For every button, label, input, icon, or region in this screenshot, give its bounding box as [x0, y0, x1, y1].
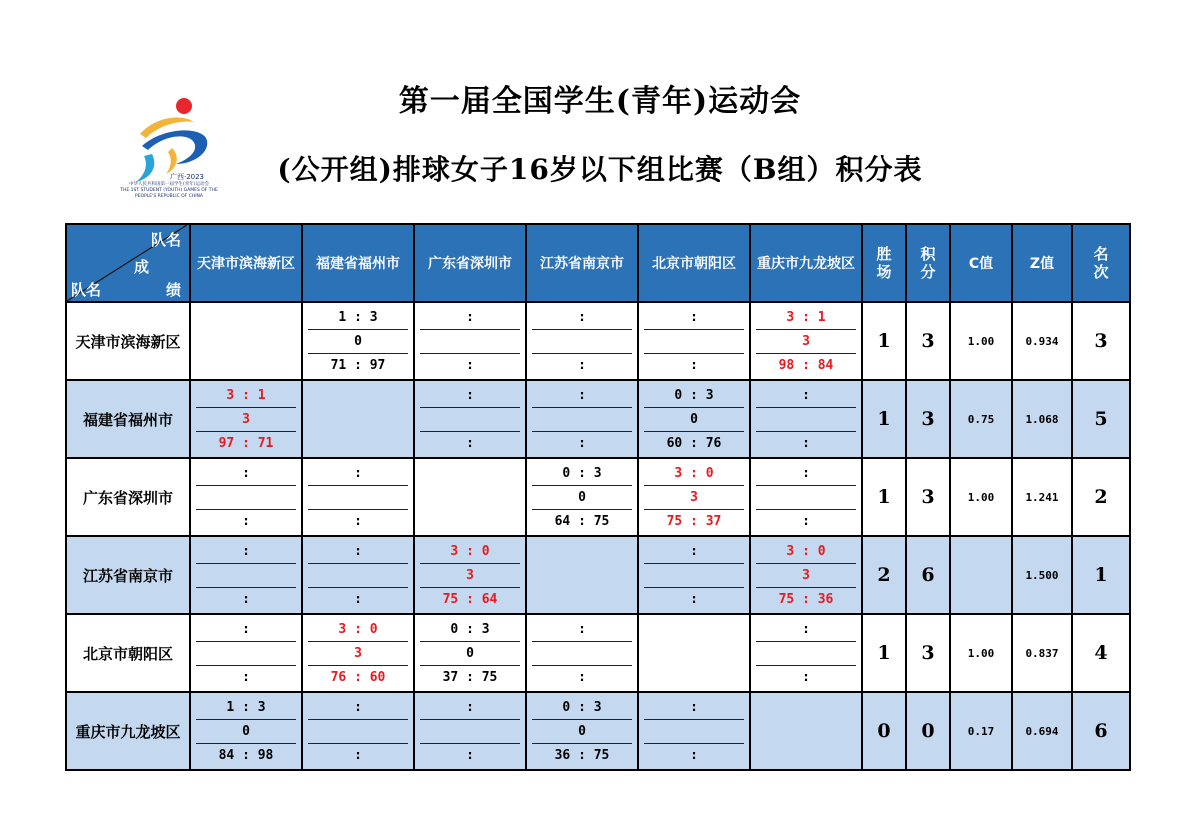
match-cell	[414, 302, 526, 380]
row-points: 3	[906, 302, 950, 380]
set-score: :	[532, 618, 632, 642]
match-result	[644, 540, 744, 611]
row-team-name: 北京市朝阳区	[66, 614, 190, 692]
row-wins: 1	[862, 302, 906, 380]
match-cell	[638, 692, 750, 770]
match-points	[196, 486, 296, 510]
match-cell	[638, 302, 750, 380]
match-points	[420, 720, 520, 744]
self-match-cell	[638, 614, 750, 692]
row-c-value: 0.75	[950, 380, 1012, 458]
col-wins-label: 胜场	[876, 245, 892, 281]
row-wins: 0	[862, 692, 906, 770]
row-points: 3	[906, 380, 950, 458]
set-score: 3 : 0	[644, 462, 744, 486]
rally-points: :	[802, 513, 810, 529]
row-c-value: 1.00	[950, 302, 1012, 380]
match-cell	[302, 536, 414, 614]
corner-team-bottom: 队名	[71, 281, 102, 299]
match-points: 3	[756, 330, 856, 354]
set-score: :	[420, 696, 520, 720]
col-points-label: 积分	[920, 245, 936, 281]
table-row	[66, 614, 1130, 692]
self-match-cell	[750, 692, 862, 770]
row-c-value: 0.17	[950, 692, 1012, 770]
match-cell	[414, 614, 526, 692]
match-result	[756, 618, 856, 689]
col-wins	[862, 224, 906, 302]
logo-org-en: THE 1ST STUDENT (YOUTH) GAMES OF THE PEOPLE'S REPUBLIC OF CHINA	[120, 188, 218, 199]
set-score: 3 : 0	[420, 540, 520, 564]
match-cell	[750, 302, 862, 380]
corner-team-top: 队名	[150, 231, 181, 249]
match-result	[532, 306, 632, 377]
set-score: 0 : 3	[420, 618, 520, 642]
rally-points: :	[690, 357, 698, 373]
row-z-value: 0.934	[1012, 302, 1072, 380]
match-cell	[526, 380, 638, 458]
match-cell	[302, 614, 414, 692]
set-score: 3 : 0	[756, 540, 856, 564]
set-score: :	[196, 618, 296, 642]
self-match-cell	[302, 380, 414, 458]
row-points: 0	[906, 692, 950, 770]
match-result	[308, 462, 408, 533]
rally-points: :	[466, 435, 474, 451]
row-c-value	[950, 536, 1012, 614]
self-match-cell	[414, 458, 526, 536]
rally-points: 75 : 37	[666, 513, 722, 529]
table-row	[66, 692, 1130, 770]
match-points	[308, 564, 408, 588]
row-rank: 4	[1072, 614, 1130, 692]
row-team-name: 福建省福州市	[66, 380, 190, 458]
col-rank-label: 名次	[1093, 245, 1109, 281]
match-result	[532, 618, 632, 689]
row-z-value: 0.837	[1012, 614, 1072, 692]
self-match-cell	[190, 302, 302, 380]
match-points: 3	[644, 486, 744, 510]
set-score: :	[196, 462, 296, 486]
match-points	[644, 330, 744, 354]
rally-points: :	[242, 669, 250, 685]
match-result	[644, 384, 744, 455]
row-points: 6	[906, 536, 950, 614]
match-points	[196, 642, 296, 666]
row-points: 3	[906, 614, 950, 692]
set-score: :	[308, 540, 408, 564]
match-points	[644, 564, 744, 588]
rally-points: :	[466, 747, 474, 763]
match-points	[756, 486, 856, 510]
match-points: 3	[308, 642, 408, 666]
match-points: 0	[644, 408, 744, 432]
match-cell	[750, 536, 862, 614]
row-rank: 5	[1072, 380, 1130, 458]
set-score: :	[756, 384, 856, 408]
set-score: 0 : 3	[532, 696, 632, 720]
corner-result-2: 绩	[165, 281, 181, 299]
match-points	[308, 486, 408, 510]
rally-points: 97 : 71	[218, 435, 274, 451]
match-points: 0	[532, 486, 632, 510]
page-title: 第一届全国学生(青年)运动会	[398, 84, 802, 119]
row-wins: 1	[862, 458, 906, 536]
match-cell	[414, 380, 526, 458]
match-cell	[414, 692, 526, 770]
row-wins: 1	[862, 614, 906, 692]
match-result	[532, 384, 632, 455]
set-score: :	[308, 696, 408, 720]
match-cell	[302, 692, 414, 770]
set-score: 3 : 1	[196, 384, 296, 408]
table-row	[66, 302, 1130, 380]
match-points	[196, 564, 296, 588]
rally-points: 60 : 76	[666, 435, 722, 451]
col-team-1: 福建省福州市	[302, 224, 414, 302]
col-team-3: 江苏省南京市	[526, 224, 638, 302]
set-score: :	[532, 384, 632, 408]
rally-points: :	[466, 357, 474, 373]
col-team-0: 天津市滨海新区	[190, 224, 302, 302]
set-score: :	[308, 462, 408, 486]
match-cell	[190, 458, 302, 536]
match-cell	[638, 458, 750, 536]
header-row	[66, 224, 1130, 302]
row-team-name: 天津市滨海新区	[66, 302, 190, 380]
match-points	[756, 408, 856, 432]
self-match-cell	[526, 536, 638, 614]
match-points	[532, 330, 632, 354]
set-score: :	[644, 306, 744, 330]
row-points: 3	[906, 458, 950, 536]
match-cell	[190, 536, 302, 614]
match-cell	[526, 458, 638, 536]
score-table	[65, 223, 1131, 771]
logo-caption	[112, 172, 226, 200]
match-result	[756, 540, 856, 611]
match-result	[644, 462, 744, 533]
match-points	[644, 720, 744, 744]
match-cell	[526, 614, 638, 692]
set-score: :	[756, 618, 856, 642]
match-result	[420, 618, 520, 689]
table-row	[66, 536, 1130, 614]
match-result	[644, 696, 744, 767]
match-result	[308, 540, 408, 611]
col-points	[906, 224, 950, 302]
set-score: 1 : 3	[196, 696, 296, 720]
col-c: C值	[950, 224, 1012, 302]
corner-result-1: 成	[133, 258, 149, 276]
col-team-2: 广东省深圳市	[414, 224, 526, 302]
match-cell	[638, 380, 750, 458]
rally-points: :	[690, 591, 698, 607]
match-points	[532, 642, 632, 666]
match-points	[756, 642, 856, 666]
rally-points: 84 : 98	[218, 747, 274, 763]
match-result	[756, 384, 856, 455]
row-rank: 1	[1072, 536, 1130, 614]
match-result	[308, 618, 408, 689]
row-rank: 6	[1072, 692, 1130, 770]
match-result	[196, 540, 296, 611]
rally-points: :	[354, 591, 362, 607]
match-points: 0	[196, 720, 296, 744]
row-wins: 2	[862, 536, 906, 614]
match-cell	[302, 458, 414, 536]
rally-points: :	[802, 435, 810, 451]
match-result	[532, 696, 632, 767]
row-team-name: 重庆市九龙坡区	[66, 692, 190, 770]
match-points: 3	[420, 564, 520, 588]
table-row	[66, 380, 1130, 458]
match-result	[196, 384, 296, 455]
match-result	[756, 462, 856, 533]
row-team-name: 江苏省南京市	[66, 536, 190, 614]
row-z-value: 1.500	[1012, 536, 1072, 614]
rally-points: :	[802, 669, 810, 685]
match-cell	[190, 692, 302, 770]
rally-points: 71 : 97	[330, 357, 386, 373]
rally-points: :	[578, 357, 586, 373]
col-z: Z值	[1012, 224, 1072, 302]
match-cell	[638, 536, 750, 614]
row-z-value: 1.241	[1012, 458, 1072, 536]
match-result	[308, 306, 408, 377]
rally-points: 64 : 75	[554, 513, 610, 529]
rally-points: 37 : 75	[442, 669, 498, 685]
set-score: 0 : 3	[532, 462, 632, 486]
col-team-5: 重庆市九龙坡区	[750, 224, 862, 302]
set-score: :	[420, 306, 520, 330]
set-score: :	[756, 462, 856, 486]
row-rank: 3	[1072, 302, 1130, 380]
rally-points: :	[242, 591, 250, 607]
set-score: :	[644, 696, 744, 720]
col-rank	[1072, 224, 1130, 302]
match-result	[196, 696, 296, 767]
rally-points: 75 : 36	[778, 591, 834, 607]
match-result	[532, 462, 632, 533]
row-wins: 1	[862, 380, 906, 458]
match-result	[308, 696, 408, 767]
set-score: 3 : 0	[308, 618, 408, 642]
match-cell	[190, 614, 302, 692]
match-result	[420, 696, 520, 767]
col-team-4: 北京市朝阳区	[638, 224, 750, 302]
match-points: 0	[420, 642, 520, 666]
match-points	[420, 408, 520, 432]
rally-points: 75 : 64	[442, 591, 498, 607]
match-result	[196, 618, 296, 689]
match-points: 3	[196, 408, 296, 432]
match-points: 3	[756, 564, 856, 588]
rally-points: :	[354, 513, 362, 529]
match-result	[196, 462, 296, 533]
match-cell	[414, 536, 526, 614]
match-points: 0	[308, 330, 408, 354]
match-cell	[750, 380, 862, 458]
match-points	[532, 408, 632, 432]
match-result	[420, 384, 520, 455]
rally-points: :	[578, 435, 586, 451]
rally-points: :	[354, 747, 362, 763]
match-result	[644, 306, 744, 377]
match-cell	[750, 458, 862, 536]
match-cell	[526, 302, 638, 380]
match-cell	[302, 302, 414, 380]
set-score: :	[420, 384, 520, 408]
match-cell	[526, 692, 638, 770]
logo-year: 广西·2023	[169, 173, 205, 181]
logo-org-cn: 中华人民共和国第一届学生(青年)运动会	[128, 182, 209, 187]
set-score: :	[532, 306, 632, 330]
rally-points: :	[690, 747, 698, 763]
rally-points: 36 : 75	[554, 747, 610, 763]
set-score: :	[644, 540, 744, 564]
set-score: :	[196, 540, 296, 564]
corner-cell	[66, 224, 190, 302]
match-cell	[190, 380, 302, 458]
row-rank: 2	[1072, 458, 1130, 536]
set-score: 0 : 3	[644, 384, 744, 408]
match-points	[308, 720, 408, 744]
row-c-value: 1.00	[950, 458, 1012, 536]
match-points: 0	[532, 720, 632, 744]
table-row	[66, 458, 1130, 536]
rally-points: :	[578, 669, 586, 685]
match-result	[420, 306, 520, 377]
page-subtitle: (公开组)排球女子16岁以下组比赛（B组）积分表	[277, 153, 923, 186]
row-c-value: 1.00	[950, 614, 1012, 692]
row-z-value: 0.694	[1012, 692, 1072, 770]
row-z-value: 1.068	[1012, 380, 1072, 458]
row-team-name: 广东省深圳市	[66, 458, 190, 536]
set-score: 1 : 3	[308, 306, 408, 330]
rally-points: :	[242, 513, 250, 529]
set-score: 3 : 1	[756, 306, 856, 330]
rally-points: 98 : 84	[778, 357, 834, 373]
match-result	[756, 306, 856, 377]
match-points	[420, 330, 520, 354]
match-cell	[750, 614, 862, 692]
rally-points: 76 : 60	[330, 669, 386, 685]
match-result	[420, 540, 520, 611]
